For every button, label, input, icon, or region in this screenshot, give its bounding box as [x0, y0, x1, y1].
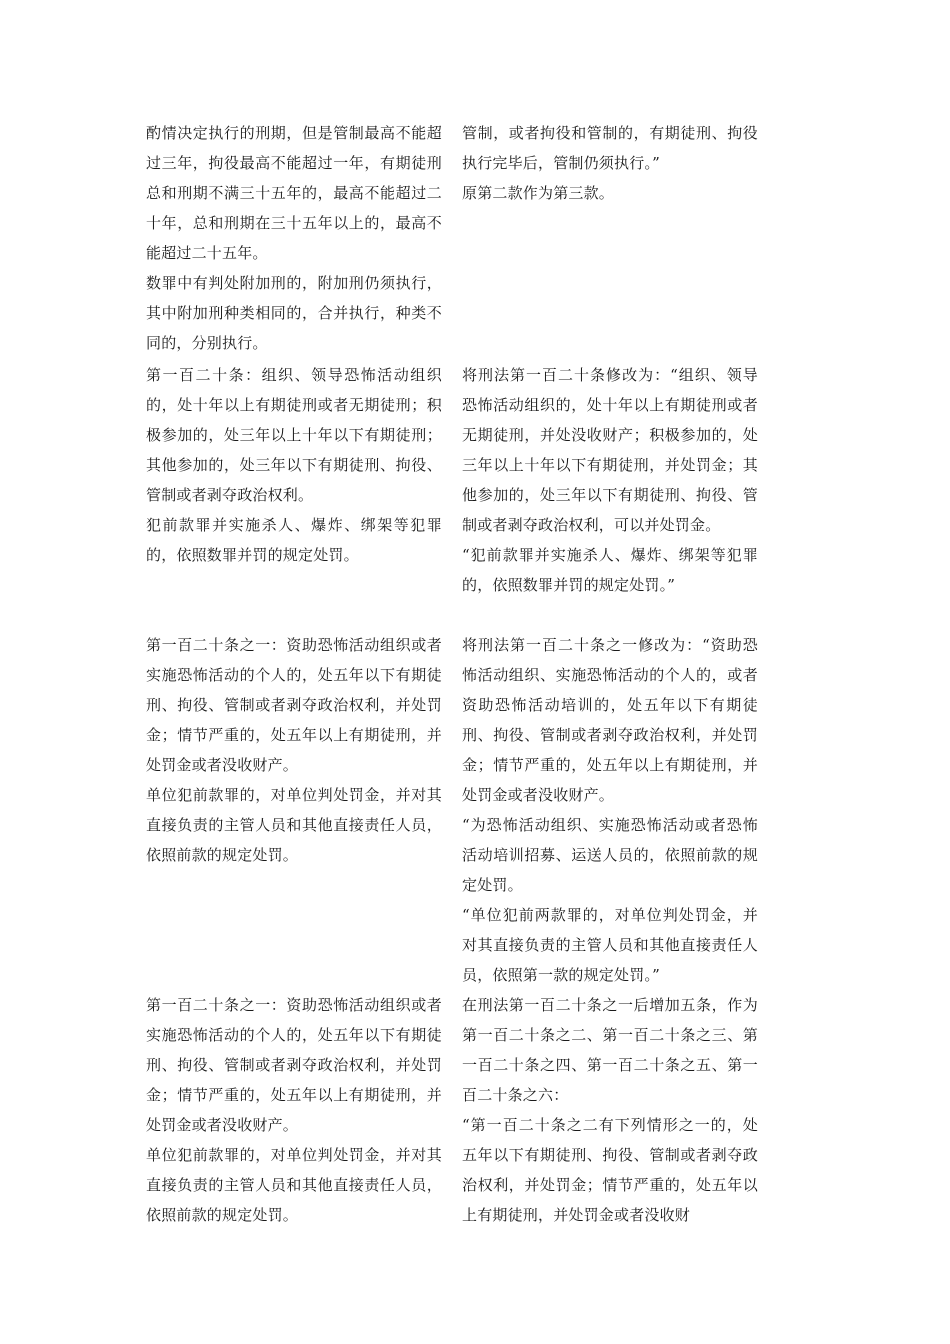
original-text-column	[146, 360, 442, 600]
paragraph: 第一百二十条之一：资助恐怖活动组织或者实施恐怖活动的个人的，处五年以下有期徒刑、拘役、管制或者剥夺政治权利，并处罚金；情节严重的，处五年以上有期徒刑，并处罚金或者没收财产。	[146, 636, 442, 774]
table-row	[146, 360, 758, 600]
table-row	[146, 990, 758, 1230]
paragraph: “犯前款罪并实施杀人、爆炸、绑架等犯罪的，依照数罪并罚的规定处罚。”	[462, 546, 758, 594]
paragraph: 单位犯前款罪的，对单位判处罚金，并对其直接负责的主管人员和其他直接责任人员，依照前款的规定处罚。	[146, 786, 442, 864]
paragraph: 管制，或者拘役和管制的，有期徒刑、拘役执行完毕后，管制仍须执行。”	[462, 124, 758, 172]
paragraph: 原第二款作为第三款。	[462, 184, 615, 202]
amended-text-column	[462, 118, 758, 358]
paragraph: 第一百二十条之一：资助恐怖活动组织或者实施恐怖活动的个人的，处五年以下有期徒刑、拘役、管制或者剥夺政治权利，并处罚金；情节严重的，处五年以上有期徒刑，并处罚金或者没收财产。	[146, 996, 442, 1134]
paragraph: “第一百二十条之二有下列情形之一的，处五年以下有期徒刑、拘役、管制或者剥夺政治权利，并处罚金；情节严重的，处五年以上有期徒刑，并处罚金或者没收财	[462, 1116, 758, 1224]
amended-text-column	[462, 360, 758, 600]
original-text-column	[146, 990, 442, 1230]
paragraph: 数罪中有判处附加刑的，附加刑仍须执行，其中附加刑种类相同的，合并执行，种类不同的，分别执行。	[146, 274, 442, 352]
table-row	[146, 118, 758, 358]
amended-text-column	[462, 630, 758, 990]
paragraph: “单位犯前两款罪的，对单位判处罚金，并对其直接负责的主管人员和其他直接责任人员，依照第一款的规定处罚。”	[462, 906, 758, 984]
amended-text-column	[462, 990, 758, 1230]
table-row	[146, 630, 758, 990]
original-text-column	[146, 630, 442, 990]
paragraph: 将刑法第一百二十条之一修改为：“资助恐怖活动组织、实施恐怖活动的个人的，或者资助恐怖活动培训的，处五年以下有期徒刑、拘役、管制或者剥夺政治权利，并处罚金；情节严重的，处五年以上有期徒刑，并处罚金或者没收财产。	[462, 636, 758, 804]
paragraph: 犯前款罪并实施杀人、爆炸、绑架等犯罪的，依照数罪并罚的规定处罚。	[146, 516, 442, 564]
paragraph: “为恐怖活动组织、实施恐怖活动或者恐怖活动培训招募、运送人员的，依照前款的规定处罚。	[462, 816, 758, 894]
paragraph: 第一百二十条：组织、领导恐怖活动组织的，处十年以上有期徒刑或者无期徒刑；积极参加的，处三年以上十年以下有期徒刑；其他参加的，处三年以下有期徒刑、拘役、管制或者剥夺政治权利。	[146, 366, 442, 504]
paragraph: 单位犯前款罪的，对单位判处罚金，并对其直接负责的主管人员和其他直接责任人员，依照前款的规定处罚。	[146, 1146, 442, 1224]
original-text-column	[146, 118, 442, 358]
paragraph: 将刑法第一百二十条修改为：“组织、领导恐怖活动组织的，处十年以上有期徒刑或者无期徒刑，并处没收财产；积极参加的，处三年以上十年以下有期徒刑，并处罚金；其他参加的，处三年以下有期徒刑、拘役、管制或者剥夺政治权利，可以并处罚金。	[462, 366, 758, 534]
paragraph: 在刑法第一百二十条之一后增加五条，作为第一百二十条之二、第一百二十条之三、第一百二十条之四、第一百二十条之五、第一百二十条之六：	[462, 996, 758, 1104]
paragraph: 酌情决定执行的刑期，但是管制最高不能超过三年，拘役最高不能超过一年，有期徒刑总和刑期不满三十五年的，最高不能超过二十年，总和刑期在三十五年以上的，最高不能超过二十五年。	[146, 124, 442, 262]
